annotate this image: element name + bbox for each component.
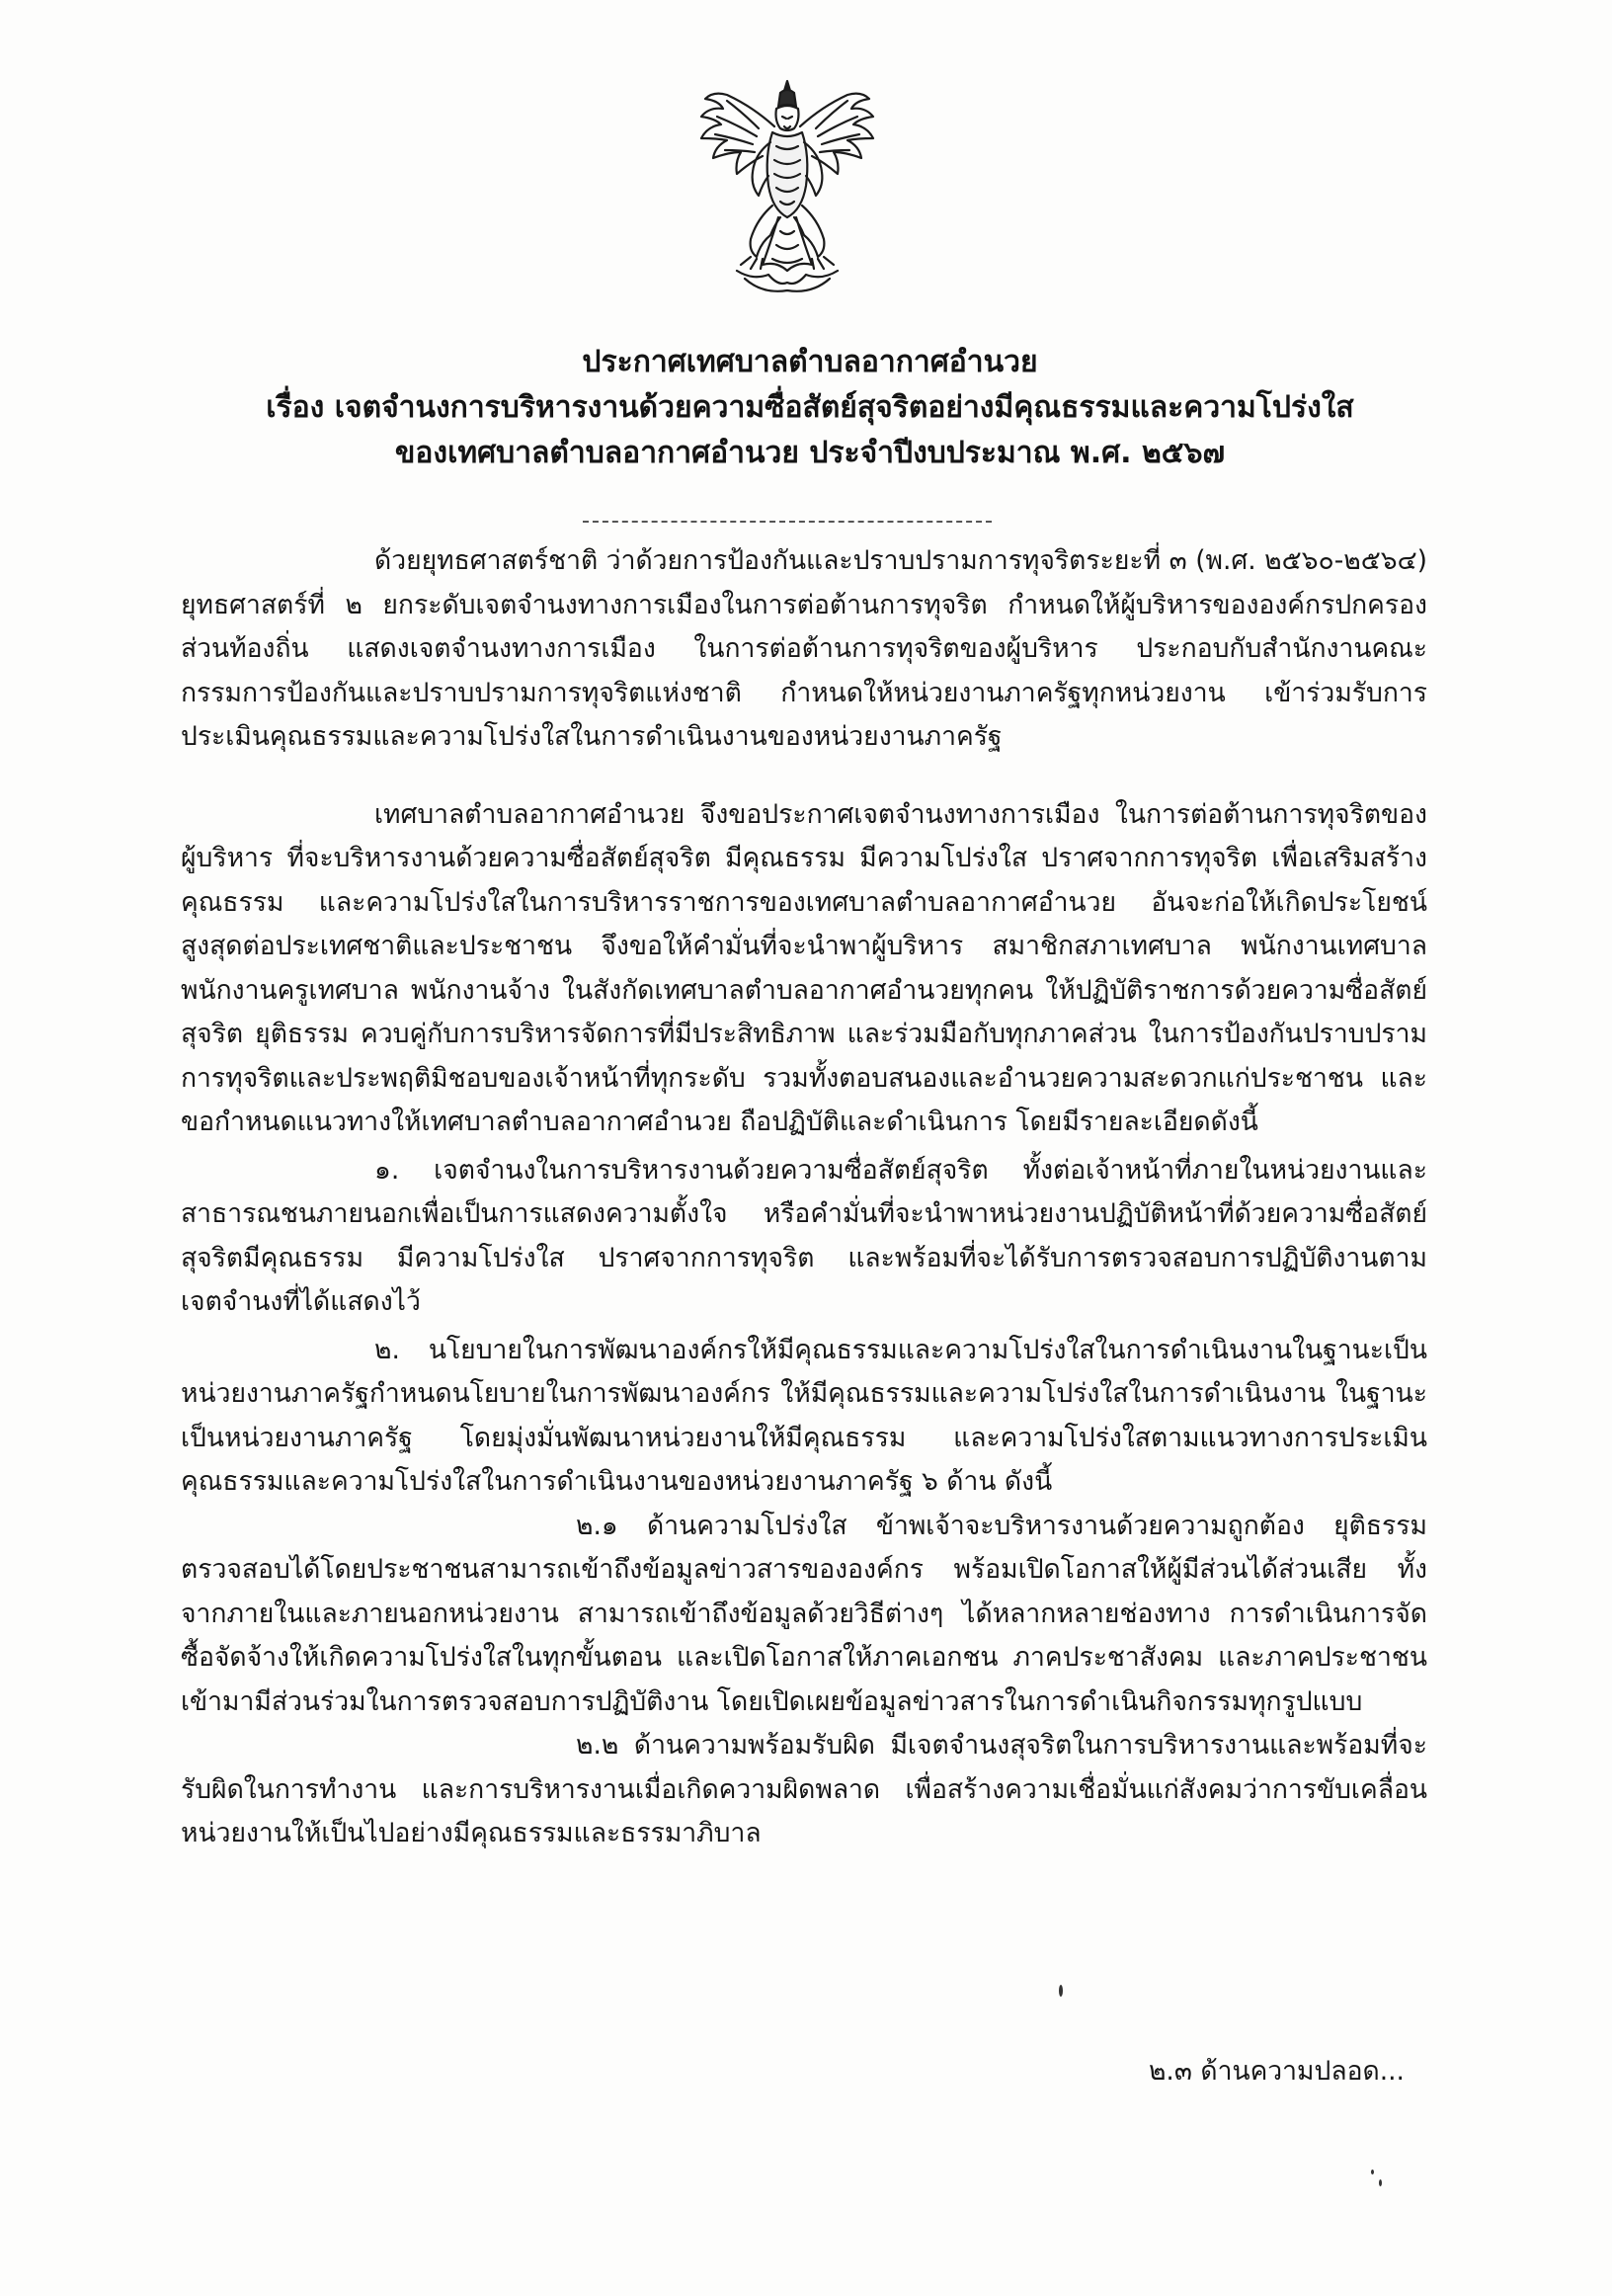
scan-speck xyxy=(1371,2170,1374,2174)
announcement-heading xyxy=(178,340,1442,476)
paragraph-6: ๒.๒ ด้านความพร้อมรับผิด มีเจตจำนงสุจริตในการบริหารงานและพร้อมที่จะรับผิดในการทำงาน และการบริหารงานเมื่อเกิดความผิดพลาด เพื่อสร้างความเชื่อมั่นแก่สังคมว่าการขับเคลื่อนหน่วยงานให้เป็นไปอย่างมีคุณธรรมและธรรมาภิบาล xyxy=(181,1730,1427,1848)
heading-line-2: เรื่อง เจตจำนงการบริหารงานด้วยความซื่อสัตย์สุจริตอย่างมีคุณธรรมและความโปร่งใส xyxy=(266,390,1354,425)
heading-line-3: ของเทศบาลตำบลอากาศอำนวย ประจำปีงบประมาณ พ.ศ. ๒๕๖๗ xyxy=(394,436,1226,470)
page-continuation: ๒.๓ ด้านความปลอด... xyxy=(1148,2056,1405,2087)
title-divider xyxy=(583,521,992,523)
heading-line-1: ประกาศเทศบาลตำบลอากาศอำนวย xyxy=(582,345,1038,379)
scan-speck xyxy=(1379,2179,1382,2186)
paragraph-2: เทศบาลตำบลอากาศอำนวย จึงขอประกาศเจตจำนงทางการเมือง ในการต่อต้านการทุจริตของผู้บริหาร ที่จะบริหารงานด้วยความซื่อสัตย์สุจริต มีคุณธรรม มีความโปร่งใส ปราศจากการทุจริต เพื่อเสริมสร้างคุณธรรม และความโปร่งใสในการบริหารราชการของเทศบาลตำบลอากาศอำนวย อันจะก่อให้เกิดประโยชน์สูงสุดต่อประเทศชาติและประชาชน จึงขอให้คำมั่นที่จะนำพาผู้บริหาร สมาชิกสภาเทศบาล พนักงานเทศบาล พนักงานครูเทศบาล พนักงานจ้าง ในสังกัดเทศบาลตำบลอากาศอำนวยทุกคน ให้ปฏิบัติราชการด้วยความซื่อสัตย์ สุจริต ยุติธรรม ควบคู่กับการบริหารจัดการที่มีประสิทธิภาพ และร่วมมือกับทุกภาคส่วน ในการป้องกันปราบปรามการทุจริตและประพฤติมิชอบของเจ้าหน้าที่ทุกระดับ รวมทั้งตอบสนองและอำนวยความสะดวกแก่ประชาชน และขอกำหนดแนวทางให้เทศบาลตำบลอากาศอำนวย ถือปฏิบัติและดำเนินการ โดยมีรายละเอียดดังนี้ xyxy=(181,798,1427,1137)
paragraph-1: ด้วยยุทธศาสตร์ชาติ ว่าด้วยการป้องกันและปราบปรามการทุจริตระยะที่ ๓ (พ.ศ. ๒๕๖๐-๒๕๖๔) ยุทธศาสตร์ที่ ๒ ยกระดับเจตจำนงทางการเมืองในการต่อต้านการทุจริต กำหนดให้ผู้บริหารขององค์กรปกครองส่วนท้องถิ่น แสดงเจตจำนงทางการเมือง ในการต่อต้านการทุจริตของผู้บริหาร ประกอบกับสำนักงานคณะกรรมการป้องกันและปราบปรามการทุจริตแห่งชาติ กำหนดให้หน่วยงานภาครัฐทุกหน่วยงาน เข้าร่วมรับการประเมินคุณธรรมและความโปร่งใสในการดำเนินงานของหน่วยงานภาครัฐ xyxy=(181,545,1427,752)
garuda-emblem-icon xyxy=(693,77,881,302)
announcement-body xyxy=(181,539,1427,1856)
paragraph-3: ๑. เจตจำนงในการบริหารงานด้วยความซื่อสัตย์สุจริต ทั้งต่อเจ้าหน้าที่ภายในหน่วยงานและสาธารณชนภายนอกเพื่อเป็นการแสดงความตั้งใจ หรือคำมั่นที่จะนำพาหน่วยงานปฏิบัติหน้าที่ด้วยความซื่อสัตย์สุจริตมีคุณธรรม มีความโปร่งใส ปราศจากการทุจริต และพร้อมที่จะได้รับการตรวจสอบการปฏิบัติงานตามเจตจำนงที่ได้แสดงไว้ xyxy=(181,1154,1427,1317)
scan-speck xyxy=(1059,1985,1063,1997)
paragraph-5: ๒.๑ ด้านความโปร่งใส ข้าพเจ้าจะบริหารงานด้วยความถูกต้อง ยุติธรรม ตรวจสอบได้โดยประชาชนสามารถเข้าถึงข้อมูลข่าวสารขององค์กร พร้อมเปิดโอกาสให้ผู้มีส่วนได้ส่วนเสีย ทั้งจากภายในและภายนอกหน่วยงาน สามารถเข้าถึงข้อมูลด้วยวิธีต่างๆ ได้หลากหลายช่องทาง การดำเนินการจัดซื้อจัดจ้างให้เกิดความโปร่งใสในทุกขั้นตอน และเปิดโอกาสให้ภาคเอกชน ภาคประชาสังคม และภาคประชาชน เข้ามามีส่วนร่วมในการตรวจสอบการปฏิบัติงาน โดยเปิดเผยข้อมูลข่าวสารในการดำเนินกิจกรรมทุกรูปแบบ xyxy=(181,1510,1427,1717)
paragraph-4: ๒. นโยบายในการพัฒนาองค์กรให้มีคุณธรรมและความโปร่งใสในการดำเนินงานในฐานะเป็นหน่วยงานภาครัฐกำหนดนโยบายในการพัฒนาองค์กร ให้มีคุณธรรมและความโปร่งใสในการดำเนินงาน ในฐานะเป็นหน่วยงานภาครัฐ โดยมุ่งมั่นพัฒนาหน่วยงานให้มีคุณธรรม และความโปร่งใสตามแนวทางการประเมินคุณธรรมและความโปร่งใสในการดำเนินงานของหน่วยงานภาครัฐ ๖ ด้าน ดังนี้ xyxy=(181,1334,1427,1497)
